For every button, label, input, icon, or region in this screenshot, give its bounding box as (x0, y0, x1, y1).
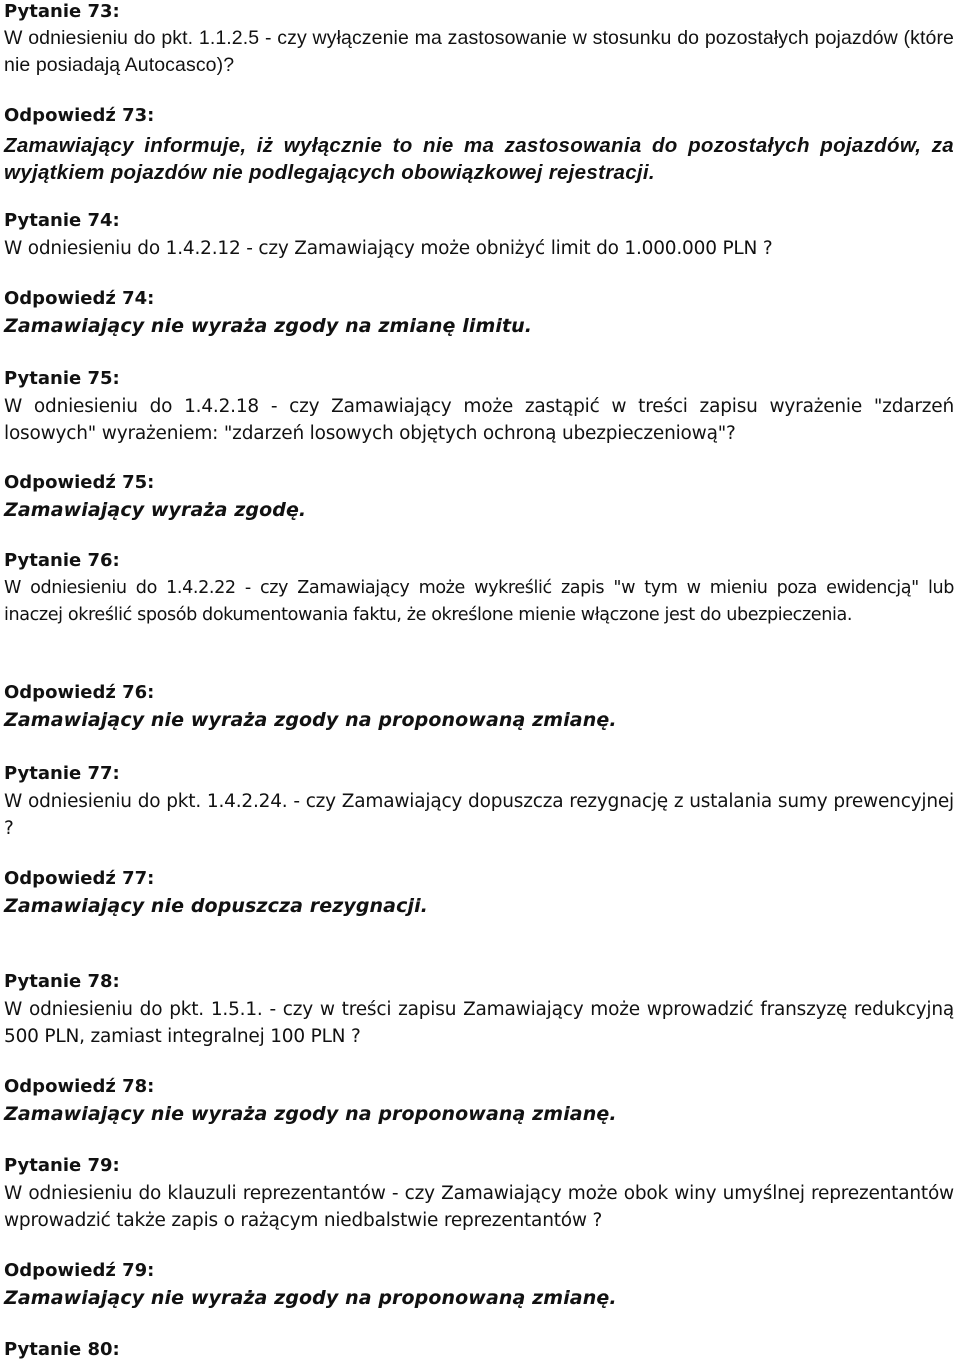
answer-text: Zamawiający informuje, iż wyłącznie to nie ma zastosowania do pozostałych pojazdów, za wyjątkiem pojazdów nie podlegających obowiązkowej rejestracji. (4, 134, 954, 184)
answer-block-75 (4, 471, 954, 524)
question-label: Pytanie 79: (4, 1155, 120, 1176)
answer-block-74 (4, 287, 954, 340)
question-label: Pytanie 74: (4, 210, 120, 231)
question-label: Pytanie 76: (4, 550, 120, 571)
answer-text: Zamawiający nie wyraża zgody na proponowaną zmianę. (4, 709, 617, 731)
question-label: Pytanie 77: (4, 763, 120, 784)
answer-block-78 (4, 1075, 954, 1128)
question-text: W odniesieniu do pkt. 1.1.2.5 - czy wyłączenie ma zastosowanie w stosunku do pozostałych pojazdów (które nie posiadają Autocasco)? (4, 27, 954, 76)
answer-label: Odpowiedź 74: (4, 288, 155, 309)
question-label: Pytanie 75: (4, 368, 120, 389)
question-label: Pytanie 80: (4, 1339, 120, 1360)
answer-block-79 (4, 1259, 954, 1312)
answer-text: Zamawiający nie wyraża zgody na proponowaną zmianę. (4, 1287, 617, 1309)
answer-block-76 (4, 681, 954, 734)
answer-label: Odpowiedź 75: (4, 472, 155, 493)
qa-block-77 (4, 762, 954, 842)
qa-block-73 (4, 0, 954, 79)
qa-block-75 (4, 367, 954, 447)
qa-block-78 (4, 970, 954, 1050)
answer-label: Odpowiedź 73: (4, 105, 155, 126)
answer-text: Zamawiający nie wyraża zgody na zmianę limitu. (4, 315, 533, 337)
answer-label: Odpowiedź 76: (4, 682, 155, 703)
question-text: W odniesieniu do klauzuli reprezentantów - czy Zamawiający może obok winy umyślnej reprezentantów wprowadzić także zapis o rażącym niedbalstwie reprezentantów ? (4, 1183, 954, 1231)
answer-text: Zamawiający nie wyraża zgody na proponowaną zmianę. (4, 1103, 617, 1125)
answer-label: Odpowiedź 77: (4, 868, 155, 889)
qa-block-79 (4, 1154, 954, 1234)
qa-block-76 (4, 549, 954, 629)
question-label: Pytanie 73: (4, 1, 120, 22)
question-text: W odniesieniu do pkt. 1.4.2.24. - czy Zamawiający dopuszcza rezygnację z ustalania sumy prewencyjnej ? (4, 791, 954, 839)
question-text: W odniesieniu do 1.4.2.18 - czy Zamawiający może zastąpić w treści zapisu wyrażenie "zdarzeń losowych" wyrażeniem: "zdarzeń losowych objętych ochroną ubezpieczeniową"? (4, 396, 954, 444)
question-text: W odniesieniu do 1.4.2.12 - czy Zamawiający może obniżyć limit do 1.000.000 PLN ? (4, 238, 773, 259)
question-text: W odniesieniu do pkt. 1.5.1. - czy w treści zapisu Zamawiający może wprowadzić franszyzę redukcyjną 500 PLN, zamiast integralnej 100 PLN ? (4, 999, 954, 1047)
answer-text: Zamawiający nie dopuszcza rezygnacji. (4, 895, 429, 917)
answer-block-73 (4, 104, 954, 186)
answer-label: Odpowiedź 79: (4, 1260, 155, 1281)
question-label: Pytanie 78: (4, 971, 120, 992)
answer-label: Odpowiedź 78: (4, 1076, 155, 1097)
question-text: W odniesieniu do 1.4.2.22 - czy Zamawiający może wykreślić zapis "w tym w mieniu poza ewidencją" lub inaczej określić sposób dokumentowania faktu, że określone mienie włączone jest do ubezpieczenia. (4, 578, 954, 625)
qa-block-80 (4, 1338, 954, 1362)
answer-text: Zamawiający wyraża zgodę. (4, 499, 307, 521)
answer-block-77 (4, 867, 954, 920)
qa-block-74 (4, 209, 954, 262)
